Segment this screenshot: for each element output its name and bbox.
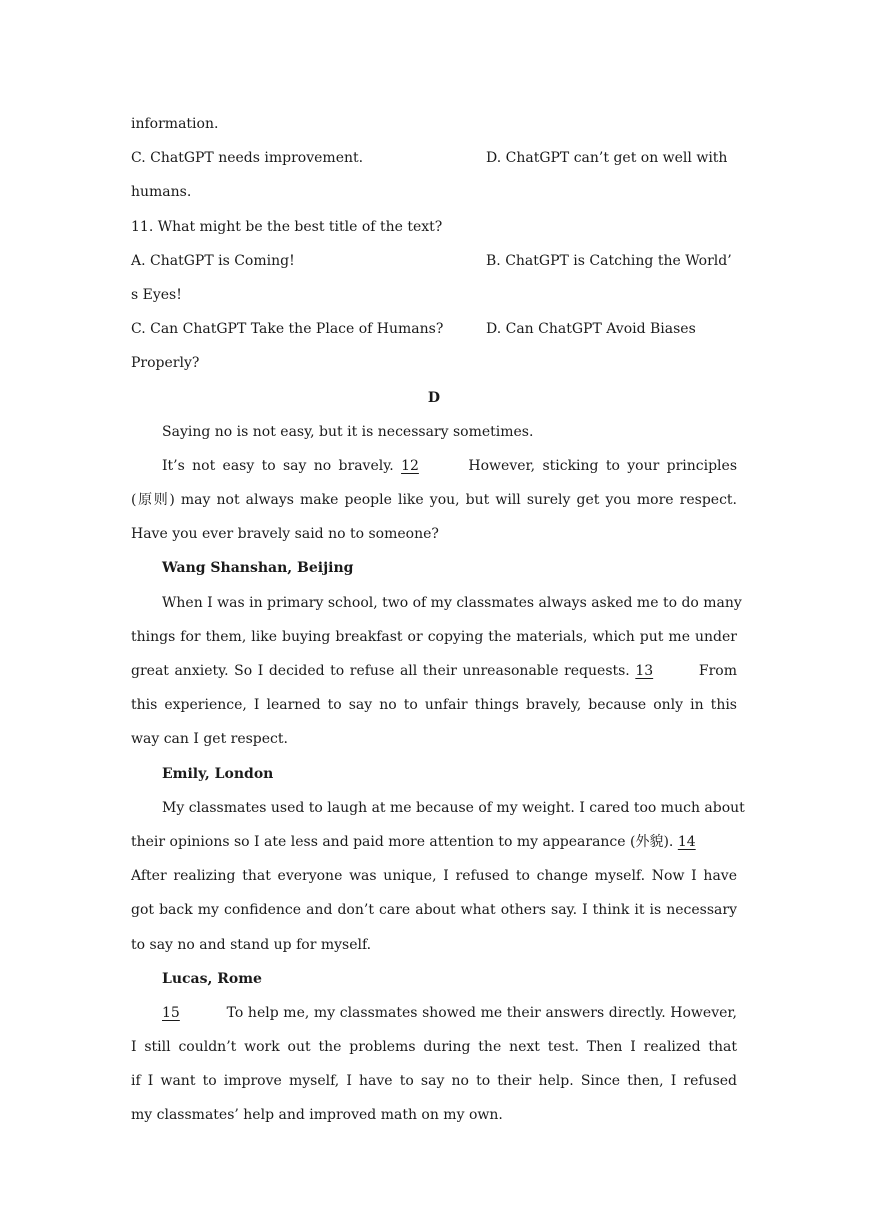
option-b-wrap: s Eyes! <box>131 286 182 303</box>
person-1-line-4: this experience, I learned to say no to unfair things bravely, because only in this <box>131 697 737 714</box>
section-heading: D <box>427 389 441 406</box>
blank-14[interactable]: 14 <box>677 833 696 850</box>
intro-line: Saying no is not easy, but it is necessary sometimes. <box>162 423 534 440</box>
person-1-line-5: way can I get respect. <box>131 731 288 748</box>
option-d-wrap: Properly? <box>131 355 200 372</box>
document-body <box>131 107 745 1133</box>
blank-12[interactable]: 12 <box>401 457 419 474</box>
option-c: C. ChatGPT needs improvement. <box>131 150 364 167</box>
question-11: 11. What might be the best title of the text? <box>131 218 443 235</box>
person-2-line-3: After realizing that everyone was unique, I refused to change myself. Now I have <box>131 868 737 885</box>
person-2-line-5: to say no and stand up for myself. <box>131 936 372 953</box>
person-1-line-1: When I was in primary school, two of my classmates always asked me to do many <box>162 594 742 611</box>
person-2-line-1: My classmates used to laugh at me because of my weight. I cared too much about <box>162 799 745 816</box>
question-10-tail: information. <box>131 116 219 132</box>
person-1-line-2: things for them, like buying breakfast or copying the materials, which put me under <box>131 628 737 645</box>
person-2-line-4: got back my confidence and don’t care about what others say. I think it is necessary <box>131 902 737 919</box>
person-3-line-1: 15 To help me, my classmates showed me their answers directly. However, <box>131 996 737 1030</box>
paragraph-1-line-1: It’s not easy to say no bravely. 12 However, sticking to your principles <box>131 449 737 483</box>
person-name: Wang Shanshan, Beijing <box>162 560 354 577</box>
blank-13[interactable]: 13 <box>635 663 654 679</box>
person-2-line-2: their opinions so I ate less and paid more attention to my appearance (外貌). 14 <box>131 825 737 859</box>
option-d: D. ChatGPT can’t get on well with <box>486 150 728 167</box>
person-3-line-2: I still couldn’t work out the problems during the next test. Then I realized that <box>131 1039 737 1056</box>
paragraph-1-line-2: (原则) may not always make people like you, but will surely get you more respect. <box>131 492 737 509</box>
paragraph-1-line-3: Have you ever bravely said no to someone? <box>131 526 439 543</box>
question-11-options-ab <box>131 244 737 278</box>
person-3-line-3: if I want to improve myself, I have to say no to their help. Since then, I refused <box>131 1073 737 1090</box>
person-1-line-3: great anxiety. So I decided to refuse all their unreasonable requests. 13 From <box>131 654 737 688</box>
blank-15[interactable]: 15 <box>162 1004 180 1021</box>
option-d-wrap: humans. <box>131 184 192 201</box>
option-c: C. Can ChatGPT Take the Place of Humans? <box>131 321 444 338</box>
question-10-options-cd <box>131 141 737 175</box>
person-3-line-4: my classmates’ help and improved math on my own. <box>131 1107 503 1124</box>
person-name: Emily, London <box>162 765 274 782</box>
person-name: Lucas, Rome <box>162 970 262 987</box>
option-d: D. Can ChatGPT Avoid Biases <box>486 321 696 338</box>
option-b: B. ChatGPT is Catching the World’ <box>486 252 732 269</box>
option-a: A. ChatGPT is Coming! <box>131 252 295 269</box>
question-11-options-cd <box>131 312 737 346</box>
